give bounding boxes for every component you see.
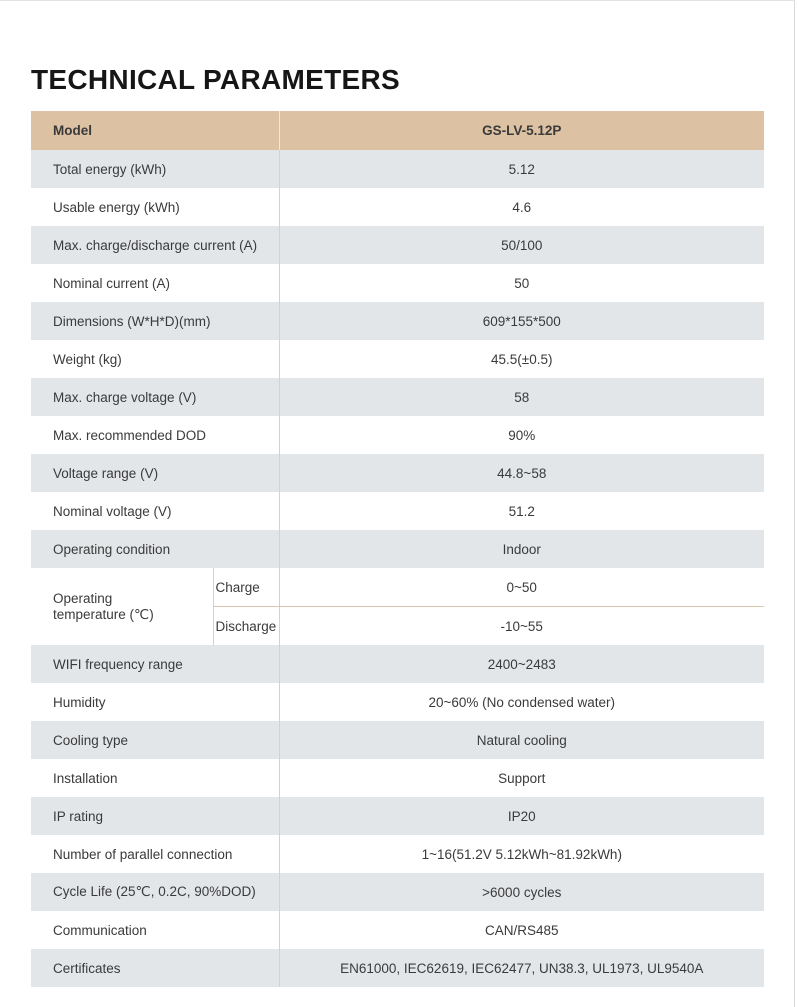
table-row — [31, 835, 764, 873]
row-label: IP rating — [31, 797, 279, 835]
table-row — [31, 530, 764, 568]
row-value: >6000 cycles — [279, 873, 764, 911]
row-label: WIFI frequency range — [31, 645, 279, 683]
row-value: 609*155*500 — [279, 302, 764, 340]
table-row — [31, 264, 764, 302]
operating-temperature-label — [31, 568, 213, 645]
row-label: Total energy (kWh) — [31, 150, 279, 188]
table-row — [31, 454, 764, 492]
operating-temperature-label-line2: temperature (℃) — [53, 606, 154, 622]
table-row — [31, 683, 764, 721]
table-row — [31, 759, 764, 797]
discharge-temp-value: -10~55 — [279, 607, 764, 646]
table-row — [31, 721, 764, 759]
row-value: 2400~2483 — [279, 645, 764, 683]
row-value: Indoor — [279, 530, 764, 568]
table-row — [31, 188, 764, 226]
operating-temperature-label-line1: Operating — [53, 590, 113, 606]
table-header-row — [31, 111, 764, 150]
row-value: 1~16(51.2V 5.12kWh~81.92kWh) — [279, 835, 764, 873]
row-value: 50 — [279, 264, 764, 302]
row-value: Natural cooling — [279, 721, 764, 759]
row-label: Operating condition — [31, 530, 279, 568]
table-row — [31, 150, 764, 188]
row-label: Certificates — [31, 949, 279, 987]
row-label: Max. charge/discharge current (A) — [31, 226, 279, 264]
row-label: Max. charge voltage (V) — [31, 378, 279, 416]
table-row — [31, 492, 764, 530]
charge-temp-value: 0~50 — [279, 568, 764, 607]
row-value: 5.12 — [279, 150, 764, 188]
header-model-value: GS-LV-5.12P — [279, 111, 764, 150]
row-value: CAN/RS485 — [279, 911, 764, 949]
charge-sub-label: Charge — [213, 568, 279, 607]
table-row — [31, 302, 764, 340]
row-value: 90% — [279, 416, 764, 454]
table-row — [31, 340, 764, 378]
row-label: Number of parallel connection — [31, 835, 279, 873]
row-label: Voltage range (V) — [31, 454, 279, 492]
row-value: 44.8~58 — [279, 454, 764, 492]
row-label: Cycle Life (25℃, 0.2C, 90%DOD) — [31, 873, 279, 911]
row-value: EN61000, IEC62619, IEC62477, UN38.3, UL1973, UL9540A — [279, 949, 764, 987]
row-value: 45.5(±0.5) — [279, 340, 764, 378]
row-label: Max. recommended DOD — [31, 416, 279, 454]
row-label: Weight (kg) — [31, 340, 279, 378]
header-model-label: Model — [31, 111, 279, 150]
row-value: 50/100 — [279, 226, 764, 264]
table-row — [31, 416, 764, 454]
row-value: 51.2 — [279, 492, 764, 530]
table-row — [31, 226, 764, 264]
row-label: Nominal current (A) — [31, 264, 279, 302]
table-row — [31, 378, 764, 416]
row-value: 4.6 — [279, 188, 764, 226]
row-value: IP20 — [279, 797, 764, 835]
row-label: Humidity — [31, 683, 279, 721]
row-value: Support — [279, 759, 764, 797]
discharge-sub-label: Discharge — [213, 607, 279, 646]
row-label: Nominal voltage (V) — [31, 492, 279, 530]
table-row — [31, 911, 764, 949]
table-row-operating-temp-charge — [31, 568, 764, 607]
table-row — [31, 873, 764, 911]
row-value: 20~60% (No condensed water) — [279, 683, 764, 721]
row-label: Cooling type — [31, 721, 279, 759]
row-label: Communication — [31, 911, 279, 949]
table-row — [31, 797, 764, 835]
table-row — [31, 949, 764, 987]
row-label: Usable energy (kWh) — [31, 188, 279, 226]
page-title: TECHNICAL PARAMETERS — [31, 64, 400, 95]
row-label: Dimensions (W*H*D)(mm) — [31, 302, 279, 340]
row-value: 58 — [279, 378, 764, 416]
spec-table — [31, 111, 764, 987]
table-row — [31, 645, 764, 683]
row-label: Installation — [31, 759, 279, 797]
